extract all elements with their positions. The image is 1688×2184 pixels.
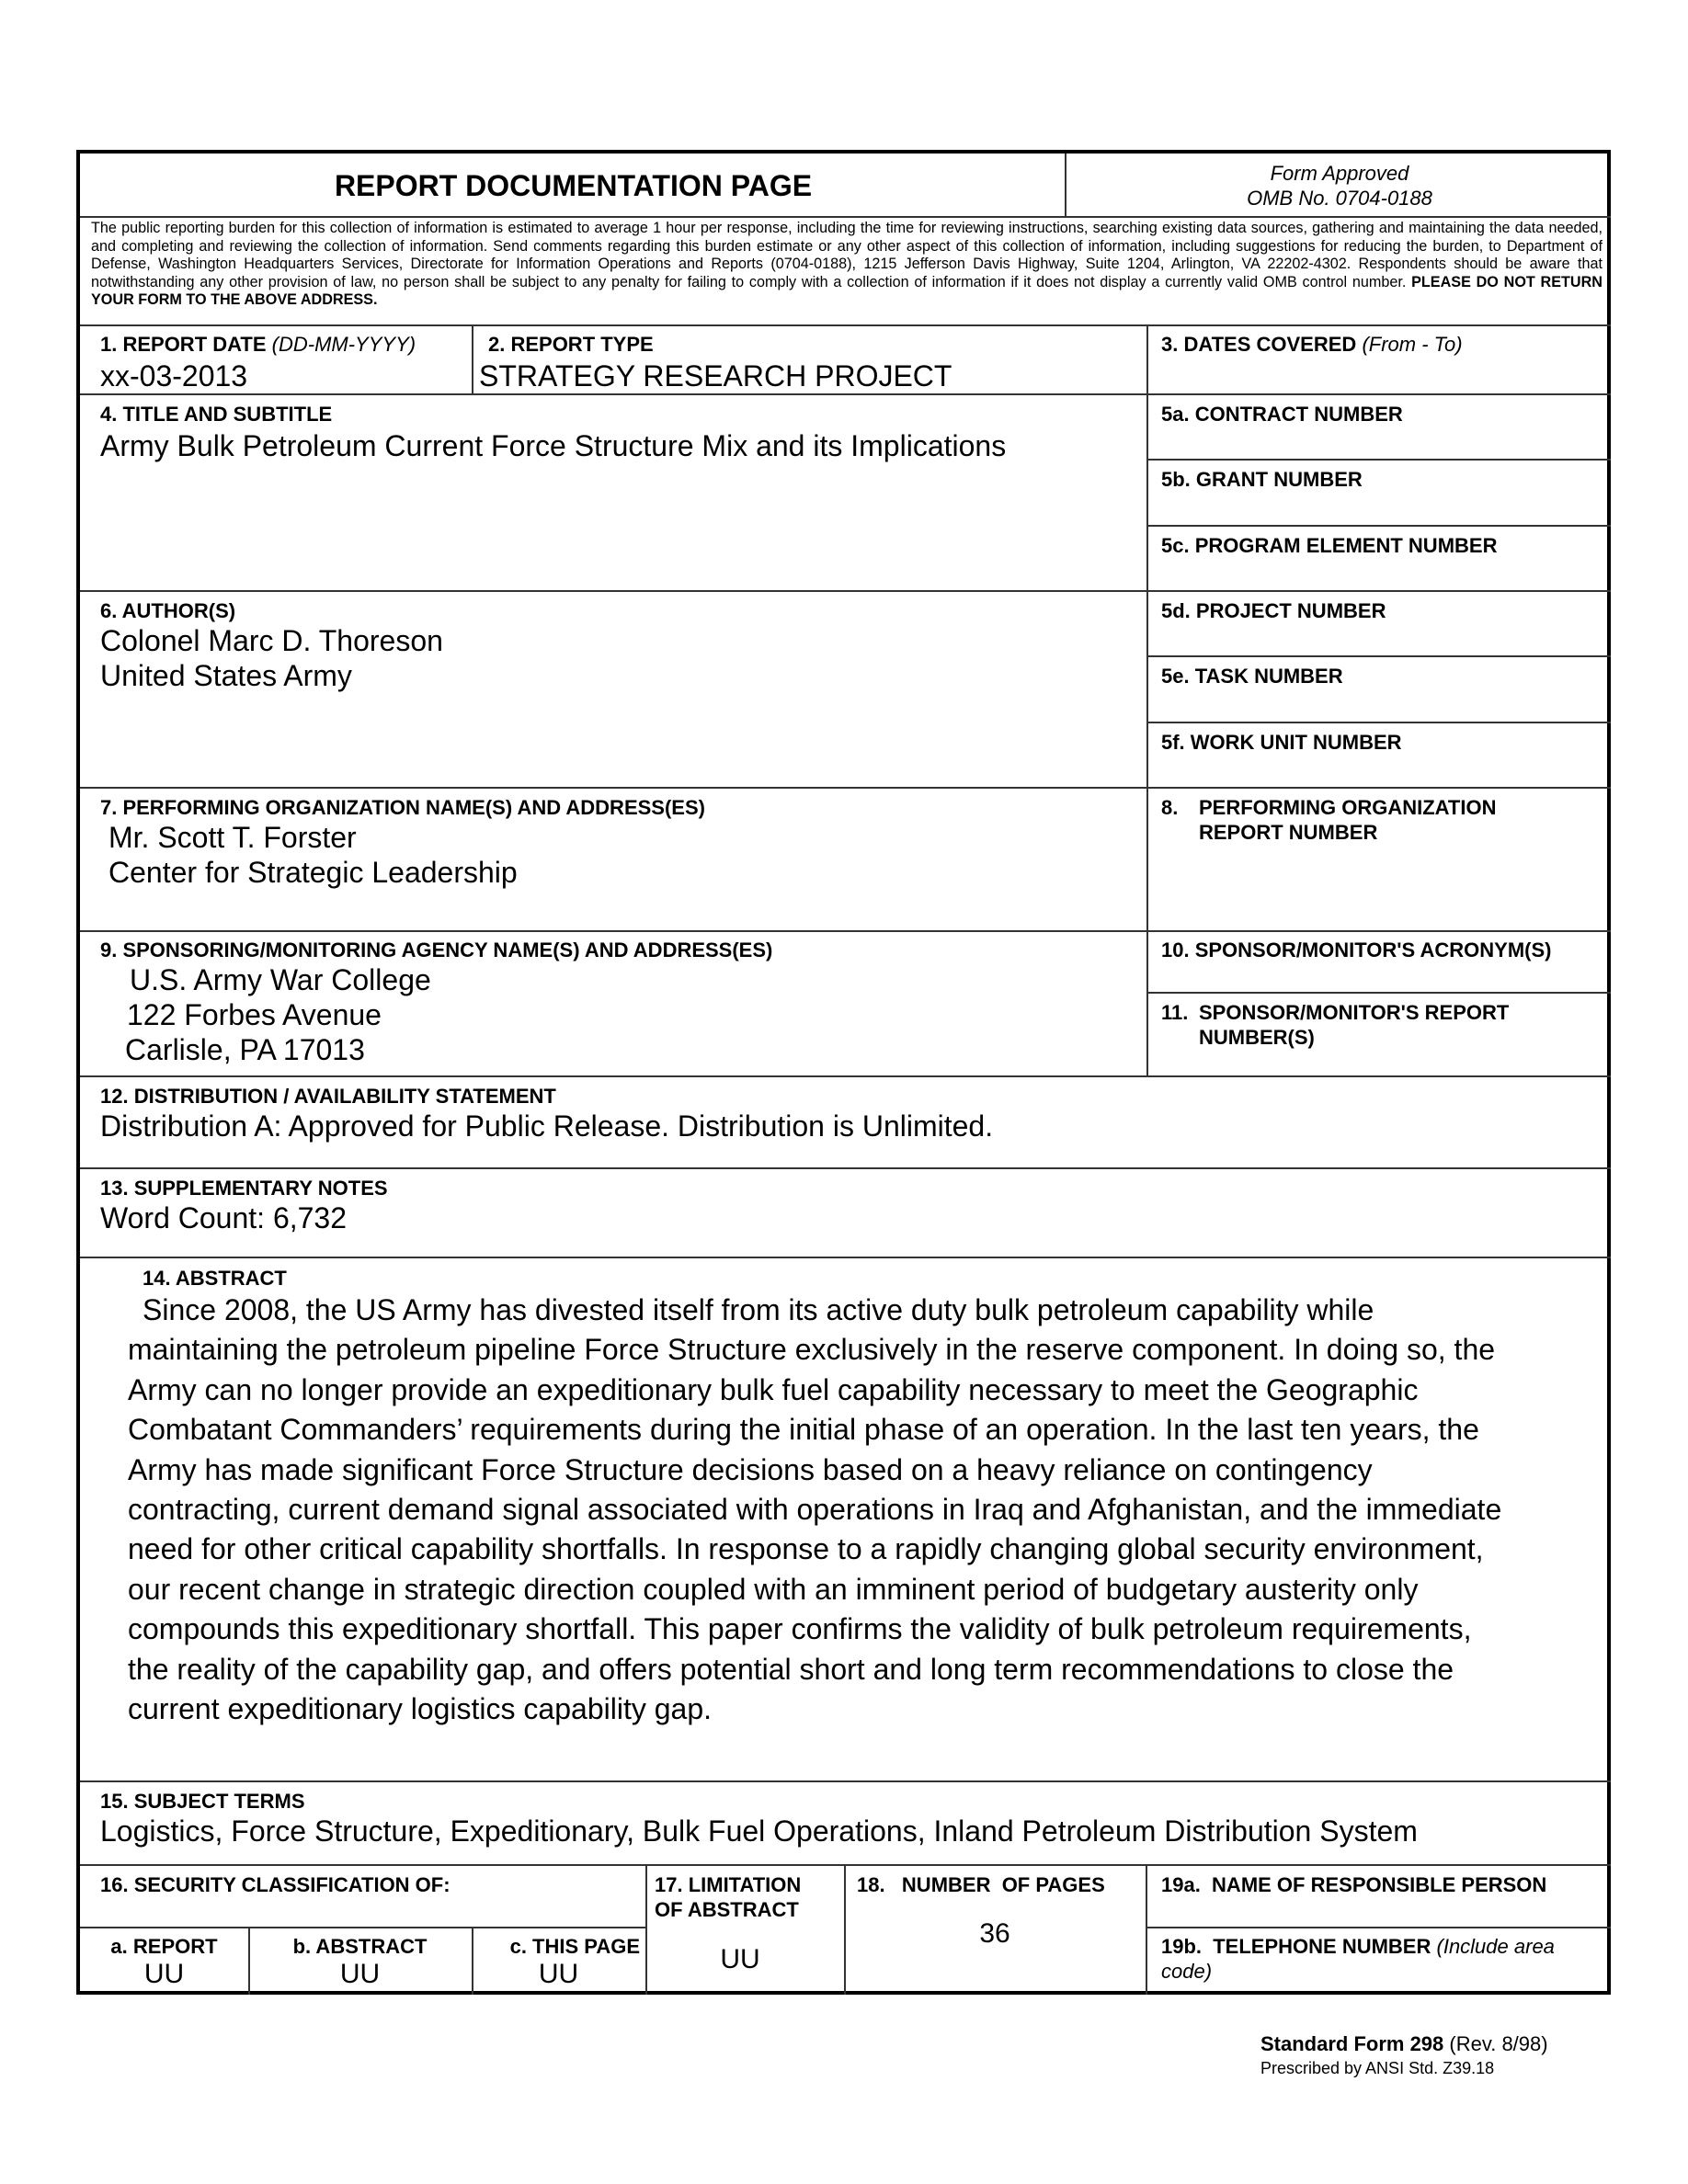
divider: [1146, 722, 1611, 723]
abstract-line: Army has made significant Force Structure decisions based on a heavy reliance on contingency: [128, 1452, 1373, 1486]
author-line: Colonel Marc D. Thoreson: [100, 624, 443, 657]
burden-disclaimer: [91, 220, 1602, 310]
disclaimer-notice: PLEASE DO NOT RETURN YOUR FORM TO THE ABOVE ADDRESS.: [91, 273, 1602, 309]
divider: [80, 1780, 1611, 1782]
sponsoring-agency-line: 122 Forbes Avenue: [127, 998, 382, 1031]
security-abstract-field[interactable]: [248, 1934, 472, 1990]
divider: [1146, 655, 1611, 657]
program-element-label[interactable]: 5c. PROGRAM ELEMENT NUMBER: [1161, 534, 1498, 557]
abstract-label: 14. ABSTRACT: [143, 1267, 287, 1290]
sponsor-report-number: 11.: [1161, 1001, 1189, 1024]
divider: [1065, 154, 1066, 218]
authors-field[interactable]: [100, 598, 443, 693]
grant-number-label[interactable]: 5b. GRANT NUMBER: [1161, 468, 1363, 491]
title-field[interactable]: [100, 402, 1006, 463]
divider: [80, 590, 1611, 592]
supplementary-label: 13. SUPPLEMENTARY NOTES: [100, 1177, 388, 1200]
work-unit-label[interactable]: 5f. WORK UNIT NUMBER: [1161, 731, 1402, 754]
pages-value: 36: [979, 1918, 1010, 1949]
performing-report-label: PERFORMING ORGANIZATION: [1199, 796, 1497, 819]
report-type-field[interactable]: [479, 332, 952, 393]
form-prescribed: Prescribed by ANSI Std. Z39.18: [1260, 2059, 1495, 2077]
disclaimer-text: The public reporting burden for this collection of information is estimated to average 1 hour per response, including the time for reviewing instructions, searching existing data sources, gathering and maintaining the data needed, and completing and reviewing the collection of information. Send comments regarding this burden estimate or any other aspect of this collection of information, including suggestions for reducing the burden, to Department of Defense, Washington Headquarters Services, Directorate for Information Operations and Reports (0704-0188), 1215 Jefferson Davis Highway, Suite 1204, Arlington, VA 22202-4302. Respondents should be aware that notwithstanding any other provision of law, no person shall be subject to any penalty for failing to comply with a collection of information if it does not display a currently valid OMB control number.: [91, 220, 1602, 290]
form-approval: [1068, 154, 1611, 218]
abstract-line: the reality of the capability gap, and offers potential short and long term recommendations to close the: [128, 1652, 1454, 1686]
security-report-field[interactable]: [80, 1934, 248, 1990]
security-classification-label: 16. SECURITY CLASSIFICATION OF:: [100, 1873, 451, 1896]
divider: [80, 324, 1611, 326]
responsible-person-label[interactable]: 19a. NAME OF RESPONSIBLE PERSON: [1161, 1873, 1547, 1896]
security-report-value: UU: [143, 1959, 185, 1989]
form-title: REPORT DOCUMENTATION PAGE: [334, 168, 813, 202]
task-number-label[interactable]: 5e. TASK NUMBER: [1161, 665, 1343, 688]
form-revision: (Rev. 8/98): [1449, 2032, 1548, 2055]
security-this-page-label: c. THIS PAGE: [509, 1935, 640, 1958]
title-value: Army Bulk Petroleum Current Force Structure Mix and its Implications: [100, 429, 1007, 462]
divider: [1146, 1927, 1611, 1928]
divider: [1146, 1864, 1147, 1995]
abstract-line: our recent change in strategic direction coupled with an imminent period of budgetary austerity only: [128, 1572, 1419, 1606]
report-type-label: 2. REPORT TYPE: [488, 333, 654, 356]
divider: [80, 787, 1611, 789]
security-abstract-label: b. ABSTRACT: [292, 1935, 428, 1958]
abstract-line: contracting, current demand signal associated with operations in Iraq and Afghanistan, and the immediate: [128, 1493, 1502, 1527]
abstract-line: Since 2008, the US Army has divested itself from its active duty bulk petroleum capability while: [143, 1293, 1374, 1326]
pages-field[interactable]: [857, 1872, 1146, 1995]
telephone-label: 19b. TELEPHONE NUMBER: [1161, 1935, 1431, 1958]
performing-report-label: REPORT NUMBER: [1199, 821, 1378, 844]
authors-label: 6. AUTHOR(S): [100, 599, 236, 622]
subject-terms-label: 15. SUBJECT TERMS: [100, 1790, 305, 1813]
abstract-line: maintaining the petroleum pipeline Force Structure exclusively in the reserve component. In doing so, the: [128, 1333, 1496, 1367]
security-this-page-value: UU: [538, 1959, 579, 1989]
form-name: Standard Form 298: [1260, 2032, 1444, 2055]
divider: [472, 324, 473, 395]
abstract-line: Army can no longer provide an expeditionary bulk fuel capability necessary to meet the Geographic: [128, 1372, 1419, 1406]
performing-org-field[interactable]: [100, 795, 705, 890]
divider: [80, 1167, 1611, 1169]
limitation-value: UU: [720, 1944, 760, 1974]
security-abstract-value: UU: [339, 1959, 381, 1989]
performing-org-label: 7. PERFORMING ORGANIZATION NAME(S) AND ADDRESS(ES): [100, 796, 705, 819]
supplementary-field[interactable]: [100, 1176, 388, 1235]
author-line: United States Army: [100, 659, 352, 692]
omb-number: OMB No. 0704-0188: [1247, 187, 1432, 210]
divider: [80, 393, 1611, 395]
sponsor-acronym-label[interactable]: 10. SPONSOR/MONITOR'S ACRONYM(S): [1161, 938, 1552, 961]
divider: [1146, 459, 1611, 461]
form-footer: [1260, 2031, 1548, 2079]
sponsoring-agency-line: Carlisle, PA 17013: [125, 1033, 365, 1066]
abstract-line: current expeditionary logistics capability gap.: [128, 1692, 712, 1726]
subject-terms-value: Logistics, Force Structure, Expeditionary, Bulk Fuel Operations, Inland Petroleum Distribution System: [100, 1814, 1418, 1848]
divider: [80, 1075, 1611, 1077]
sponsor-report-label: SPONSOR/MONITOR'S REPORT: [1199, 1001, 1510, 1024]
approval-line: Form Approved: [1270, 162, 1409, 185]
divider: [80, 216, 1611, 218]
limitation-label: OF ABSTRACT: [655, 1898, 799, 1921]
sponsoring-agency-line: U.S. Army War College: [130, 963, 431, 996]
dates-covered-field[interactable]: [1161, 332, 1463, 357]
divider: [1146, 525, 1611, 527]
divider: [80, 1927, 647, 1928]
divider: [1146, 992, 1611, 994]
performing-report-number: 8.: [1161, 796, 1179, 819]
performing-org-line: Center for Strategic Leadership: [108, 856, 518, 889]
distribution-field[interactable]: [100, 1084, 993, 1143]
telephone-hint: (Include area: [1436, 1935, 1555, 1958]
divider: [80, 1257, 1611, 1258]
security-this-page-field[interactable]: [472, 1934, 645, 1990]
report-date-hint: (DD-MM-YYYY): [271, 333, 416, 356]
sponsoring-agency-label: 9. SPONSORING/MONITORING AGENCY NAME(S) AND ADDRESS(ES): [100, 938, 773, 961]
abstract-body: [128, 1291, 1501, 1729]
telephone-hint: code): [1161, 1960, 1213, 1983]
abstract-field[interactable]: [128, 1266, 1501, 1729]
limitation-field[interactable]: [655, 1872, 844, 1995]
telephone-field[interactable]: [1161, 1934, 1555, 1984]
security-report-label: a. REPORT: [110, 1935, 218, 1958]
performing-org-line: Mr. Scott T. Forster: [108, 821, 357, 854]
contract-number-label[interactable]: 5a. CONTRACT NUMBER: [1161, 403, 1403, 426]
title-label: 4. TITLE AND SUBTITLE: [100, 403, 333, 426]
pages-label: 18. NUMBER OF PAGES: [857, 1873, 1105, 1896]
supplementary-value: Word Count: 6,732: [100, 1201, 348, 1234]
sponsor-report-label: NUMBER(S): [1199, 1026, 1315, 1049]
abstract-line: Combatant Commanders’ requirements during the initial phase of an operation. In the last ten years, the: [128, 1413, 1479, 1447]
report-documentation-form: [76, 150, 1611, 1995]
sponsor-report-field[interactable]: [1161, 1000, 1509, 1050]
report-date-field[interactable]: [100, 332, 416, 393]
distribution-value: Distribution A: Approved for Public Release. Distribution is Unlimited.: [100, 1109, 994, 1143]
dates-covered-hint: (From - To): [1362, 333, 1463, 356]
subject-terms-field[interactable]: [100, 1789, 1418, 1848]
distribution-label: 12. DISTRIBUTION / AVAILABILITY STATEMENT: [100, 1085, 556, 1108]
divider: [80, 930, 1611, 932]
report-type-value: STRATEGY RESEARCH PROJECT: [479, 359, 952, 392]
performing-report-field[interactable]: [1161, 795, 1496, 845]
abstract-line: compounds this expeditionary shortfall. This paper confirms the validity of bulk petroleum requirements,: [128, 1612, 1472, 1646]
report-date-label: 1. REPORT DATE: [100, 333, 267, 356]
report-date-value: xx-03-2013: [100, 359, 248, 392]
sponsoring-agency-field[interactable]: [100, 938, 772, 1067]
limitation-label: 17. LIMITATION: [655, 1873, 802, 1896]
project-number-label[interactable]: 5d. PROJECT NUMBER: [1161, 599, 1386, 622]
divider: [1146, 324, 1148, 1075]
abstract-line: need for other critical capability shortfalls. In response to a rapidly changing global security environment,: [128, 1532, 1484, 1566]
dates-covered-label: 3. DATES COVERED: [1161, 333, 1357, 356]
